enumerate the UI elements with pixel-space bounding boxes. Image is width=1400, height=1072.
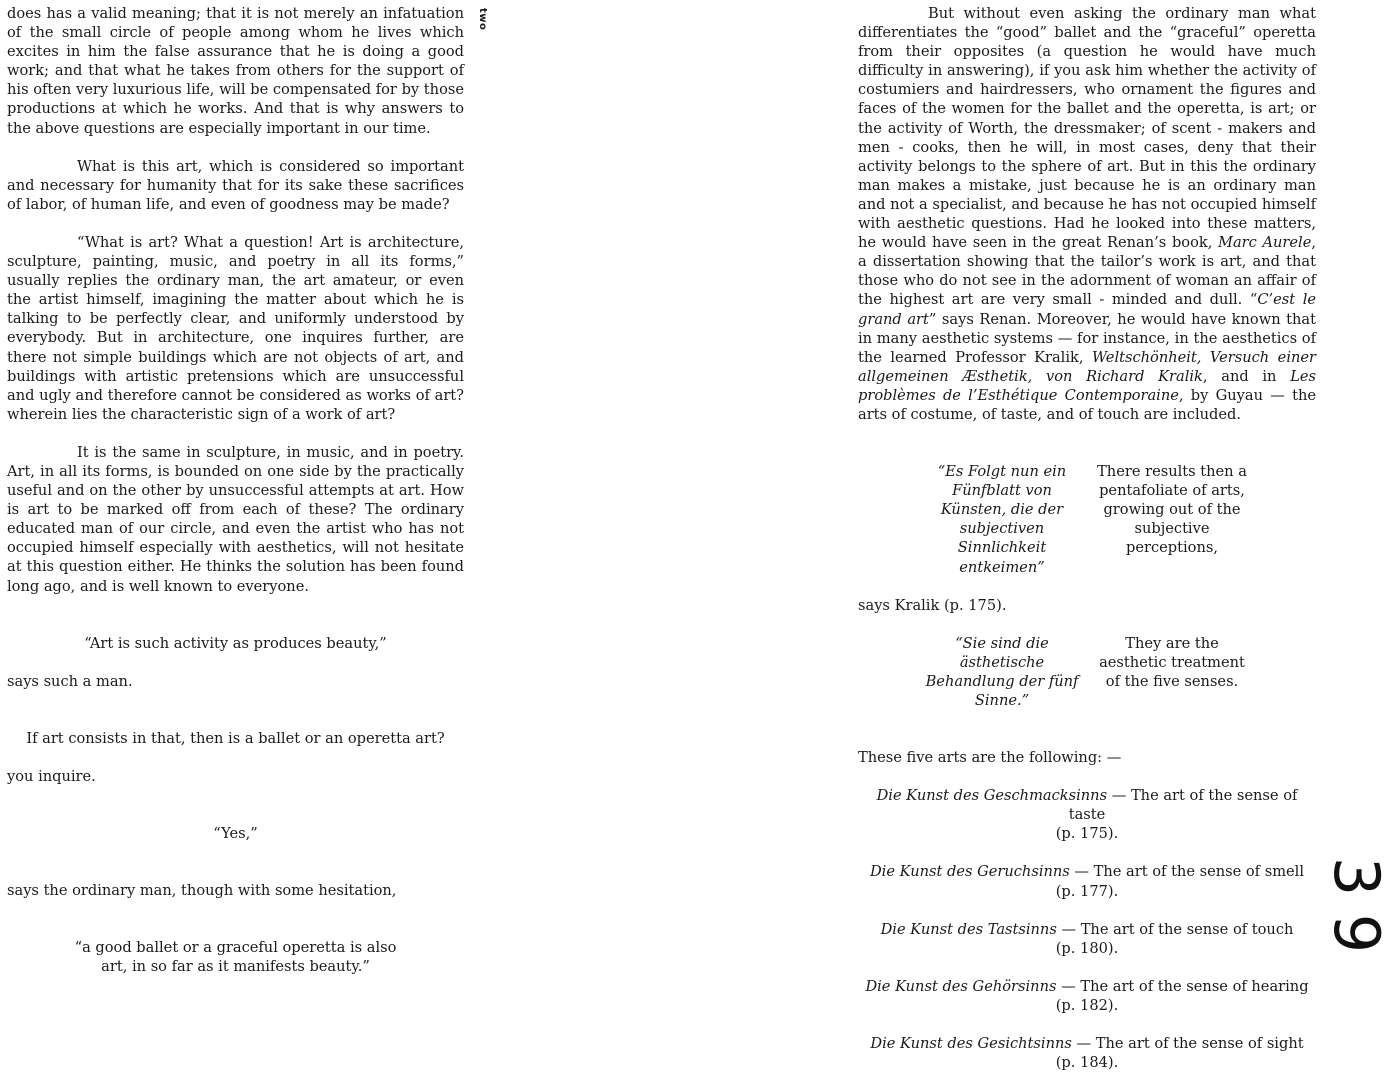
french-quote: C’est le grand art bbox=[858, 291, 1316, 328]
book-title: Marc Aurele bbox=[1218, 234, 1312, 252]
german-quote: “Sie sind die ästhetische Behandlung der fünf Sinne.” bbox=[925, 634, 1079, 709]
art-german-name: Die Kunst des Tastsinns bbox=[880, 920, 1057, 938]
paragraph: “What is art? What a question! Art is architecture, sculpture, painting, music, and poetry in all its forms,” usually replies the ordinary man, the art amateur, or even the artist himself, imagining the matter about which he is talking to be perfectly clear, and uniformly understood by everybody. But in architecture, one inquires further, are there not simple buildings which are not objects of art, and buildings with artistic pretensions which are unsuccessful and ugly and therefore cannot be considered as works of art? wherein lies the characteristic sign of a work of art? bbox=[7, 233, 464, 423]
text-run: , and in bbox=[1202, 367, 1277, 385]
quote-line: If art consists in that, then is a ballet or an operetta art? bbox=[26, 729, 445, 747]
quote-pair bbox=[858, 462, 1316, 577]
page-ref: (p. 180). bbox=[1055, 939, 1119, 957]
list-item bbox=[858, 862, 1316, 900]
english-translation: They are the aesthetic treatment of the five senses. bbox=[1099, 634, 1245, 690]
page-ref: (p. 182). bbox=[1055, 996, 1119, 1014]
left-page-column bbox=[7, 4, 464, 976]
page-ref: (p. 175). bbox=[1055, 825, 1119, 843]
paragraph: you inquire. bbox=[7, 767, 96, 785]
quote-line: “Art is such activity as produces beauty,” bbox=[84, 634, 387, 652]
paragraph: does has a valid meaning; that it is not merely an infatuation of the small circle of people among whom he lives which excites in him the false assurance that he is doing a good work; and that what he takes from others for the support of his often very luxurious life, will be compensated for by those productions at which he works. And that is why answers to the above questions are especially important in our time. bbox=[7, 5, 464, 137]
quote-line-part: “a good ballet or a graceful operetta is also bbox=[74, 939, 397, 957]
art-english-name: — The art of the sense of taste bbox=[1068, 787, 1298, 824]
art-english-name: — The art of the sense of smell bbox=[1069, 863, 1305, 881]
page-number bbox=[1318, 848, 1396, 962]
list-item bbox=[858, 920, 1316, 958]
text-run: ” says Renan. Moreover, he would have known that in many aesthetic systems — for instance, in the aesthetics of the learned Professor Kralik, bbox=[858, 310, 1316, 366]
art-german-name: Die Kunst des Gehörsinns bbox=[865, 977, 1057, 995]
art-german-name: Die Kunst des Geschmacksinns bbox=[876, 787, 1108, 805]
quote-line: “Yes,” bbox=[213, 825, 258, 842]
text-run: , a dissertation showing that the tailor’s work is art, and that those who do not see in the adornment of woman an affair of the highest art are very small - minded and dull. “ bbox=[858, 234, 1316, 309]
quote-line-part: art, in so far as it manifests beauty.” bbox=[101, 958, 370, 976]
page-ref: (p. 177). bbox=[1055, 882, 1119, 900]
german-quote: “Es Folgt nun ein Fünfblatt von Künsten, die der subjectiven Sinnlichkeit entkeimen” bbox=[937, 463, 1067, 576]
quote-line bbox=[7, 938, 464, 976]
quote-pair bbox=[858, 634, 1316, 710]
art-english-name: — The art of the sense of sight bbox=[1071, 1035, 1304, 1053]
page-number-digit: 3 bbox=[1320, 856, 1394, 897]
art-english-name: — The art of the sense of touch bbox=[1056, 920, 1294, 938]
paragraph: says such a man. bbox=[7, 672, 133, 690]
list-item bbox=[858, 786, 1316, 843]
page-ref: (p. 184). bbox=[1055, 1054, 1119, 1072]
chapter-label: two bbox=[477, 8, 488, 31]
art-english-name: — The art of the sense of hearing bbox=[1056, 977, 1309, 995]
paragraph: says Kralik (p. 175). bbox=[858, 596, 1007, 614]
paragraph: says the ordinary man, though with some hesitation, bbox=[7, 882, 397, 900]
art-german-name: Die Kunst des Gesichtsinns bbox=[870, 1035, 1072, 1053]
text-run: But without even asking the ordinary man what differentiates the “good” ballet and the “graceful” operetta from their opposites (a question he would have much difficulty in answering), if you ask him whether the activity of costumiers and hairdressers, who ornament the figures and faces of the women for the ballet and the operetta, is art; or the activity of Worth, the dressmaker; of scent - makers and men - cooks, then he will, in most cases, deny that their activity belongs to the sphere of art. But in this the ordinary man makes a mistake, just because he is an ordinary man and not a specialist, and because he has not occupied himself with aesthetic questions. Had he looked into these matters, he would have seen in the great Renan’s book, bbox=[858, 5, 1316, 252]
paragraph bbox=[858, 4, 1316, 424]
book-title: Weltschönheit, Versuch einer allgemeinen Æsthetik, von Richard Kralik bbox=[858, 348, 1317, 385]
right-page-column bbox=[858, 4, 1316, 1072]
paragraph: It is the same in sculpture, in music, and in poetry. Art, in all its forms, is bounded on one side by the practically useful and on the other by unsuccessful attempts at art. How is art to be marked off from each of these? The ordinary educated man of our circle, and even the artist who has not occupied himself especially with aesthetics, will not hesitate at this question either. He thinks the solution has been found long ago, and is well known to everyone. bbox=[7, 443, 464, 595]
paragraph: What is this art, which is considered so important and necessary for humanity that for its sake these sacrifices of labor, of human life, and even of goodness may be made? bbox=[7, 157, 464, 213]
art-german-name: Die Kunst des Geruchsinns bbox=[869, 863, 1070, 881]
book-title: Les problèmes de l’Esthétique Contemporaine bbox=[858, 367, 1317, 404]
list-item bbox=[858, 1034, 1316, 1072]
arts-list bbox=[858, 786, 1316, 1072]
page-number-digit: 9 bbox=[1320, 913, 1394, 954]
english-translation: There results then a pentafoliate of arts, growing out of the subjective perceptions, bbox=[1097, 463, 1247, 557]
text-run: , by Guyau — the arts of costume, of taste, and of touch are included. bbox=[858, 386, 1316, 423]
list-item bbox=[858, 977, 1316, 1015]
paragraph: These five arts are the following: — bbox=[858, 749, 1122, 767]
